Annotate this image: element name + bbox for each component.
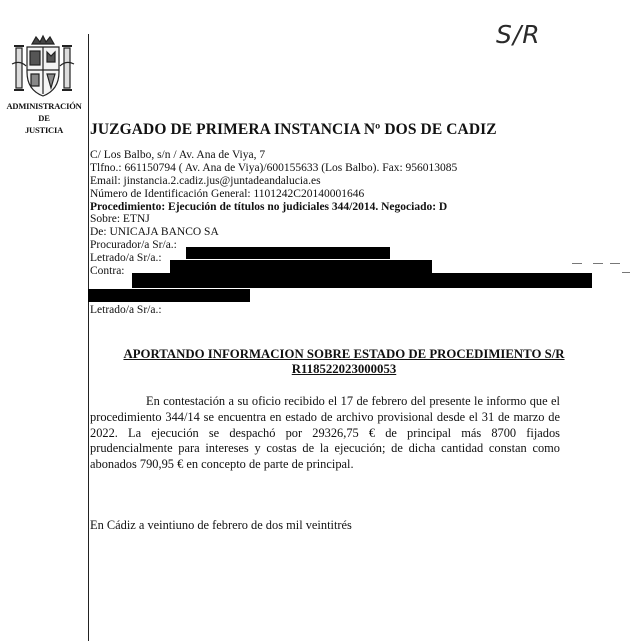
- email-line: Email: jinstancia.2.cadiz.jus@juntadeandalucia.es: [90, 174, 321, 187]
- nig-line: Número de Identificación General: 1101242C20140001646: [90, 187, 365, 200]
- scan-mark: [610, 263, 620, 264]
- issuer-line-2: DE: [38, 113, 50, 123]
- document-title: [90, 347, 598, 377]
- contra-line: Contra:: [90, 265, 125, 278]
- closing-line: En Cádiz a veintiuno de febrero de dos mil veintitrés: [90, 518, 352, 532]
- scan-mark: [622, 272, 630, 273]
- letrado-line-2: Letrado/a Sr/a.:: [90, 303, 162, 316]
- scan-mark: [572, 263, 582, 264]
- document-title-line-1: APORTANDO INFORMACION SOBRE ESTADO DE PROCEDIMIENTO S/R: [123, 347, 565, 361]
- issuer-block: [0, 100, 88, 136]
- address-line: C/ Los Balbo, s/n / Av. Ana de Viya, 7: [90, 149, 266, 161]
- handwritten-note: S/R: [496, 20, 541, 49]
- issuer-line-1: ADMINISTRACIÓN: [6, 101, 82, 111]
- subject-line: Sobre: ETNJ: [90, 213, 150, 226]
- court-title: JUZGADO DE PRIMERA INSTANCIA Nº DOS DE CADIZ: [90, 121, 497, 138]
- phone-line: Tlfno.: 661150794 ( Av. Ana de Viya)/600155633 (Los Balbo). Fax: 956013085: [90, 161, 458, 174]
- redaction-bar: [186, 247, 390, 259]
- coat-of-arms-seal: [10, 34, 76, 100]
- scan-mark: [593, 263, 603, 264]
- procurador-line-1: Procurador/a Sr/a.:: [90, 239, 177, 252]
- redaction-bar: [170, 260, 432, 274]
- issuer-line-3: JUSTICIA: [24, 125, 64, 135]
- letrado-line-1: Letrado/a Sr/a.:: [90, 252, 162, 265]
- plaintiff-line: De: UNICAJA BANCO SA: [90, 226, 219, 239]
- redaction-bar: [132, 273, 592, 288]
- body-paragraph: En contestación a su oficio recibido el 17 de febrero del presente le informo que el procedimiento 344/14 se encuentra en estado de archivo provisional desde el 31 de marzo de 2022. La ejecución se despachó por 29326,75 € de principal más 8700 fijados prudencialmente para intereses y costas de la ejecución; de dicha cantidad constan como abonados 790,95 € en concepto de parte de principal.: [90, 394, 560, 472]
- margin-rule: [88, 34, 89, 641]
- redaction-bar: [88, 289, 250, 302]
- procedure-line: Procedimiento: Ejecución de títulos no judiciales 344/2014. Negociado: D: [90, 200, 448, 213]
- document-title-line-2: R118522023000053: [291, 362, 397, 376]
